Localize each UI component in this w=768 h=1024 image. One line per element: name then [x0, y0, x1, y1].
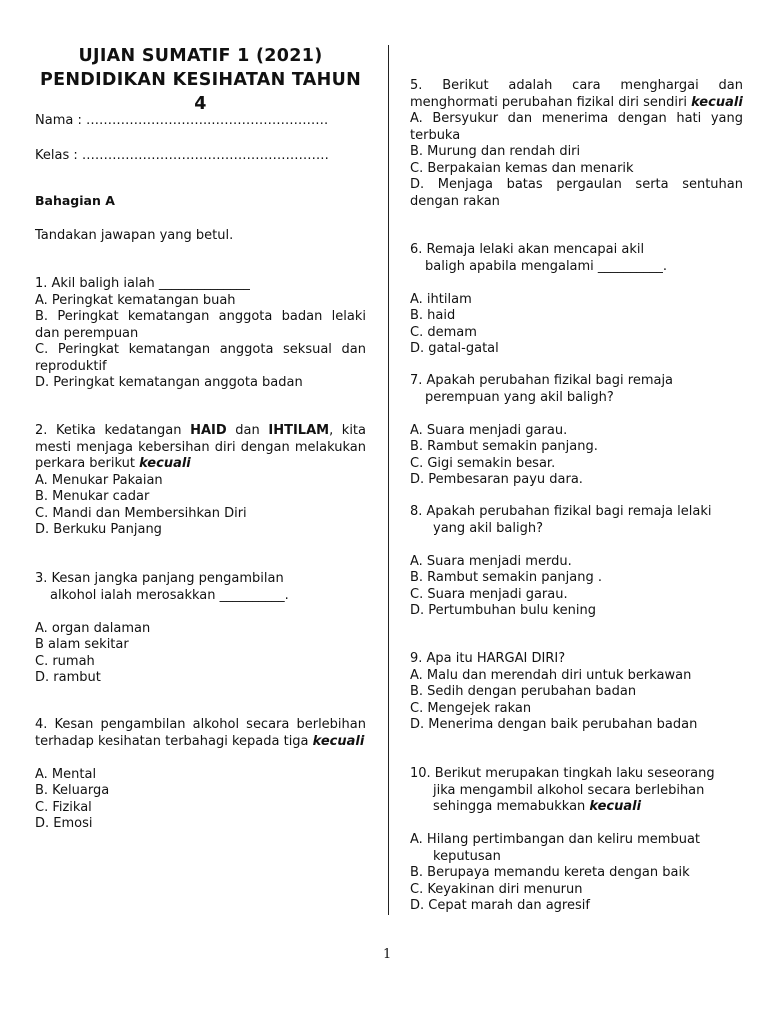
option-a: A. Suara menjadi merdu.: [410, 553, 572, 569]
option-b: B. Keluarga: [35, 783, 110, 798]
question-stem: 2. Ketika kedatangan HAID dan IHTILAM, kita mesti menjaga kebersihan diri dengan melakukan perkara berikut kecuali: [35, 423, 366, 471]
option-c: C. demam: [410, 324, 477, 340]
question-stem-line1: 8. Apakah perubahan fizikal bagi remaja lelaki: [410, 504, 712, 519]
question-stem-line2: alkohol ialah merosakkan __________.: [50, 587, 289, 603]
option-d: D. rambut: [35, 670, 101, 685]
option-d: D. Peringkat kematangan anggota badan: [35, 375, 303, 390]
question-stem-line1: 7. Apakah perubahan fizikal bagi remaja: [410, 373, 674, 388]
question-10: [410, 766, 743, 915]
option-c: C. Berpakaian kemas dan menarik: [410, 160, 634, 176]
option-b: B. Berupaya memandu kereta dengan baik: [410, 865, 690, 880]
kecuali-emphasis: kecuali: [312, 733, 365, 749]
question-9: [410, 651, 743, 734]
option-a: A. Mental: [35, 766, 97, 782]
question-2: [35, 423, 366, 539]
page-number: 1: [383, 947, 392, 962]
question-8: [410, 504, 743, 620]
option-c: C. Peringkat kematangan anggota seksual dan reproduktif: [35, 342, 366, 374]
option-d: D. Cepat marah dan agresif: [410, 898, 590, 913]
option-d: D. Emosi: [35, 816, 93, 831]
question-stem-line2: yang akil baligh?: [433, 520, 543, 536]
question-stem-line2: baligh apabila mengalami __________.: [425, 258, 668, 274]
option-c: C. Mandi dan Membersihkan Diri: [35, 505, 247, 521]
exam-title: UJIAN SUMATIF 1 (2021): [78, 46, 323, 66]
kecuali-emphasis: kecuali: [589, 799, 642, 814]
option-b: B. Rambut semakin panjang.: [410, 439, 598, 454]
option-a: A. organ dalaman: [35, 620, 151, 636]
question-stem: 1. Akil baligh ialah ______________: [35, 276, 250, 291]
ihtilam-term: IHTILAM: [268, 423, 330, 438]
option-c: C. Mengejek rakan: [410, 700, 532, 716]
option-b: B. Murung dan rendah diri: [410, 144, 581, 159]
question-stem-line2: perempuan yang akil baligh?: [425, 389, 614, 405]
question-stem-line1: 3. Kesan jangka panjang pengambilan: [35, 571, 284, 586]
option-d: D. Pembesaran payu dara.: [410, 472, 583, 487]
question-4: [35, 717, 366, 833]
question-1: [35, 276, 366, 392]
option-b: B. Sedih dengan perubahan badan: [410, 684, 637, 699]
option-c: C. Fizikal: [35, 799, 92, 815]
option-a: A. Suara menjadi garau.: [410, 422, 568, 438]
option-a: A. ihtilam: [410, 291, 472, 307]
option-d: D. gatal-gatal: [410, 341, 499, 356]
question-5: [410, 78, 743, 210]
option-a: A. Peringkat kematangan buah: [35, 292, 236, 308]
option-a-continued: keputusan: [433, 848, 501, 864]
question-stem: 4. Kesan pengambilan alkohol secara berlebihan terhadap kesihatan terbahagi kepada tiga kecuali: [35, 717, 366, 749]
column-divider: [388, 45, 389, 915]
instruction-text: Tandakan jawapan yang betul.: [35, 228, 234, 243]
class-field: Kelas : …………………………………………………: [35, 148, 329, 163]
option-a: A. Bersyukur dan menerima dengan hati yang terbuka: [410, 111, 743, 143]
option-c: C. rumah: [35, 653, 95, 669]
option-a: A. Malu dan merendah diri untuk berkawan: [410, 667, 692, 683]
kecuali-emphasis: kecuali: [691, 94, 743, 110]
kecuali-emphasis: kecuali: [139, 456, 191, 471]
option-a: A. Menukar Pakaian: [35, 472, 163, 488]
question-stem-line3: sehingga memabukkan kecuali: [433, 799, 642, 814]
question-3: [35, 571, 366, 687]
option-b: B. Peringkat kematangan anggota badan lelaki dan perempuan: [35, 309, 366, 341]
question-stem: 5. Berikut adalah cara menghargai dan menghormati perubahan fizikal diri sendiri kecuali: [410, 78, 743, 110]
option-d: D. Menerima dengan baik perubahan badan: [410, 717, 698, 732]
option-c: C. Keyakinan diri menurun: [410, 881, 583, 897]
option-b: B. haid: [410, 308, 456, 323]
question-stem-line1: 10. Berikut merupakan tingkah laku seseorang: [410, 766, 715, 781]
option-b: B alam sekitar: [35, 637, 129, 652]
option-b: B. Menukar cadar: [35, 489, 150, 504]
question-7: [410, 373, 743, 489]
question-stem-line2: jika mengambil alkohol secara berlebihan: [433, 782, 705, 798]
name-field: Nama : ………………………..………………………: [35, 113, 329, 128]
option-d: D. Berkuku Panjang: [35, 522, 162, 537]
option-d: D. Pertumbuhan bulu kening: [410, 603, 596, 618]
question-6: [410, 242, 743, 358]
option-c: C. Suara menjadi garau.: [410, 586, 568, 602]
haid-term: HAID: [190, 423, 227, 438]
section-heading: Bahagian A: [35, 193, 115, 208]
option-d: D. Menjaga batas pergaulan serta sentuhan dengan rakan: [410, 177, 743, 209]
exam-subject: PENDIDIKAN KESIHATAN TAHUN 4: [39, 70, 362, 114]
option-c: C. Gigi semakin besar.: [410, 455, 556, 471]
question-stem-line1: 6. Remaja lelaki akan mencapai akil: [410, 242, 645, 257]
option-b: B. Rambut semakin panjang .: [410, 570, 602, 585]
question-stem: 9. Apa itu HARGAI DIRI?: [410, 651, 566, 666]
option-a: A. Hilang pertimbangan dan keliru membuat: [410, 832, 701, 847]
